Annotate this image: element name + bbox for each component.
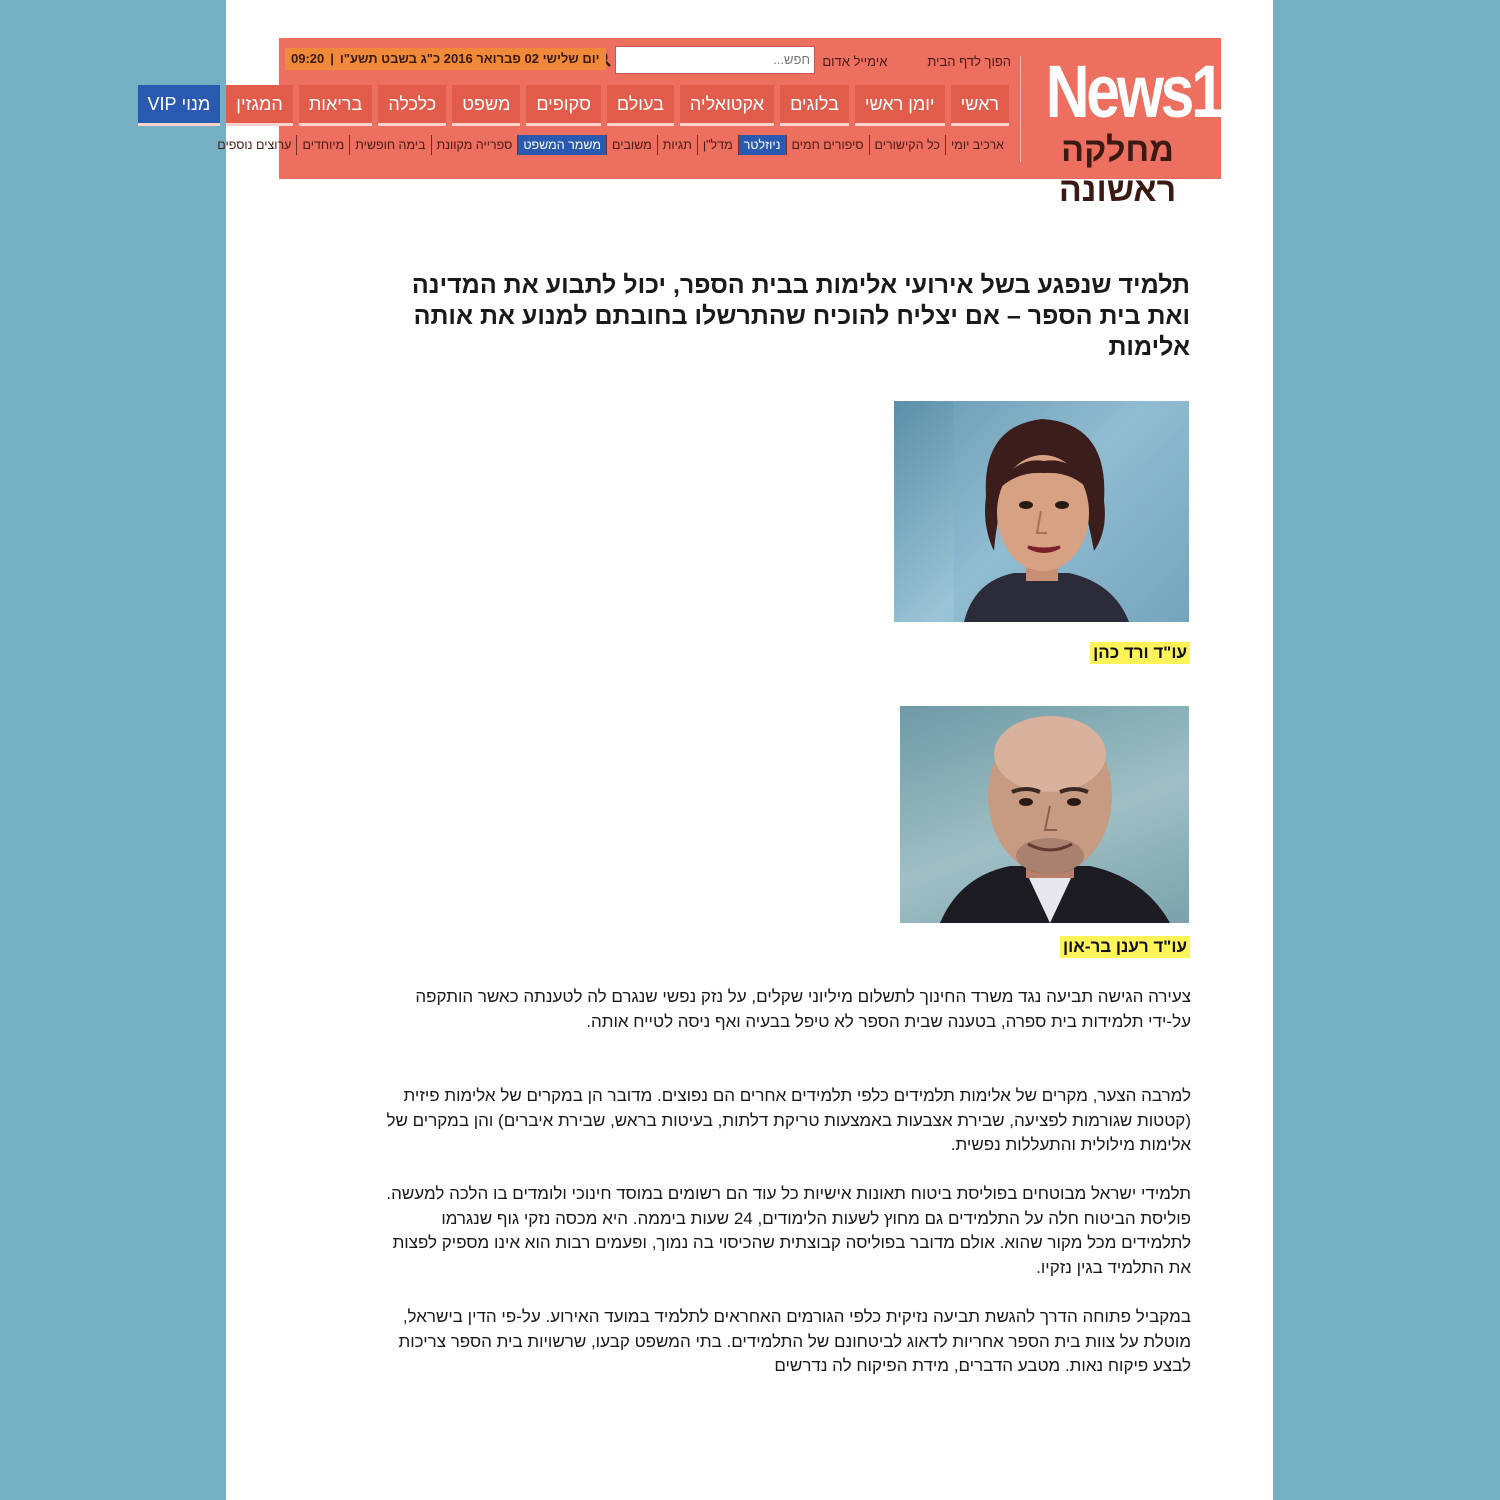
sub-nav-more-channels[interactable]: ערוצים נוספים [217, 138, 292, 152]
article-headline: תלמיד שנפגע בשל אירועי אלימות בבית הספר, יכול לתבוע את המדינה ואת בית הספר – אם יצליח להוכיח שהתרשלו בחובתם למנוע את אותה אלימות [411, 271, 1190, 361]
tab-world[interactable]: בעולם [607, 85, 674, 126]
photo-caption-vered-cohen: עו"ד ורד כהן [1090, 642, 1190, 664]
tab-blogs[interactable]: בלוגים [780, 85, 849, 126]
sub-nav-specials[interactable]: מיוחדים [296, 135, 349, 155]
article [370, 270, 1190, 363]
article-paragraph [375, 1182, 1191, 1280]
logo-divider [1020, 56, 1021, 162]
tab-vip-subscription[interactable]: מנוי VIP [138, 85, 221, 126]
tab-law[interactable]: משפט [452, 85, 520, 126]
site-header-banner [147, 38, 1222, 209]
red-email-link[interactable]: אימייל אדום [822, 54, 888, 69]
sub-nav-tags[interactable]: תגיות [657, 135, 697, 155]
portrait-man-illustration [900, 706, 1189, 923]
tab-economy[interactable]: כלכלה [378, 85, 446, 126]
article-paragraph [375, 1084, 1191, 1158]
sub-nav-law-watch[interactable]: משמר המשפט [517, 135, 606, 155]
sub-nav-daily-archive[interactable]: ארכיב יומי [945, 135, 1009, 155]
photo-caption-raanan-bar-on: עו"ד רענן בר-און [1060, 936, 1190, 958]
sub-nav [212, 134, 1009, 156]
search-box [615, 46, 815, 74]
paragraph-1-text: צעירה הגישה תביעה נגד משרד החינוך לתשלום מיליוני שקלים, על נזק נפשי שנגרם לה לטענתה כאשר הותקפה על-ידי תלמידות בית ספרה, בטענה שבית הספר לא טיפל בבעיה ואף ניסה לטייח אותה. [415, 987, 1191, 1031]
sub-nav-hot-stories[interactable]: סיפורים חמים [786, 135, 869, 155]
sub-nav-online-library[interactable]: ספרייה מקוונת [431, 135, 518, 155]
portrait-woman-illustration [894, 401, 1189, 622]
date-time-bar: יום שלישי 02 פברואר 2016 כ"ג בשבט תשע"ו|09:20 [285, 48, 606, 70]
sub-nav-all-links[interactable]: כל הקישורים [869, 135, 945, 155]
top-links [822, 50, 1011, 74]
sub-nav-madlan[interactable]: מדל"ן [697, 135, 738, 155]
set-homepage-link[interactable]: הפוך לדף הבית [927, 54, 1011, 69]
current-time: 09:20 [291, 51, 325, 66]
logo-wordmark: News1 [1045, 50, 1222, 133]
tab-health[interactable]: בריאות [299, 85, 372, 126]
article-paragraph [375, 985, 1191, 1034]
paragraph-4-text: במקביל פתוחה הדרך להגשת תביעה נזיקית כלפי הגורמים האחראים לתלמיד במועד האירוע. על-פי הדין בישראל, מוטלת על צוות בית הספר אחריות לדאוג לביטחונם של התלמידים. בתי המשפט קבעו, שרשויות בית הספר צריכות לבצע פיקוח נאות. מטבע הדברים, מידת הפיקוח לה נדרשים [398, 1307, 1191, 1375]
tab-scoops[interactable]: סקופים [526, 85, 601, 126]
sub-nav-newsletter[interactable]: ניוזלטר [738, 135, 786, 155]
paragraph-2-text: למרבה הצער, מקרים של אלימות תלמידים כלפי תלמידים אחרים הם נפוצים. מדובר הן במקרים של אלימות פיזית (קטטות שגורמות לפציעה, שבירת אצבעות באמצעות טריקת דלתות, בעיטות בראש, שבירת איברים) והן במקרים של אלימות מילולית והתעללות נפשית. [386, 1086, 1191, 1154]
sub-nav-free-stage[interactable]: בימה חופשית [349, 135, 430, 155]
main-nav [138, 85, 1009, 126]
search-input[interactable] [616, 47, 814, 71]
tab-magazine[interactable]: המגזין [226, 85, 293, 126]
current-date: יום שלישי 02 פברואר 2016 כ"ג בשבט תשע"ו [339, 51, 600, 66]
portrait-photo-vered-cohen [894, 401, 1189, 622]
sub-nav-feedback[interactable]: משובים [606, 135, 657, 155]
article-paragraph [375, 1305, 1191, 1379]
paragraph-3-text: תלמידי ישראל מבוטחים בפוליסת ביטוח תאונות אישיות כל עוד הם רשומים במוסד חינוכי ולומדים בו הלכה למעשה. פוליסת הביטוח חלה על התלמידים גם מחוץ לשעות הלימודים, 24 שעות ביממה. היא מכסה נזקי גוף שנגרמו לתלמידים מכל מקור שהוא. אולם מדובר בפוליסה קבוצתית שהכיסוי בה נמוך, ופעמים רבות הוא אינו מספיק לפצות את התלמיד בגין נזקיו. [386, 1184, 1191, 1277]
logo-tagline: מחלקה ראשונה [1058, 131, 1177, 209]
tab-home[interactable]: ראשי [951, 85, 1009, 126]
site-logo[interactable] [1030, 50, 1222, 209]
portrait-photo-raanan-bar-on [900, 706, 1189, 923]
tab-current-affairs[interactable]: אקטואליה [680, 85, 774, 126]
tab-main-diary[interactable]: יומן ראשי [855, 85, 945, 126]
